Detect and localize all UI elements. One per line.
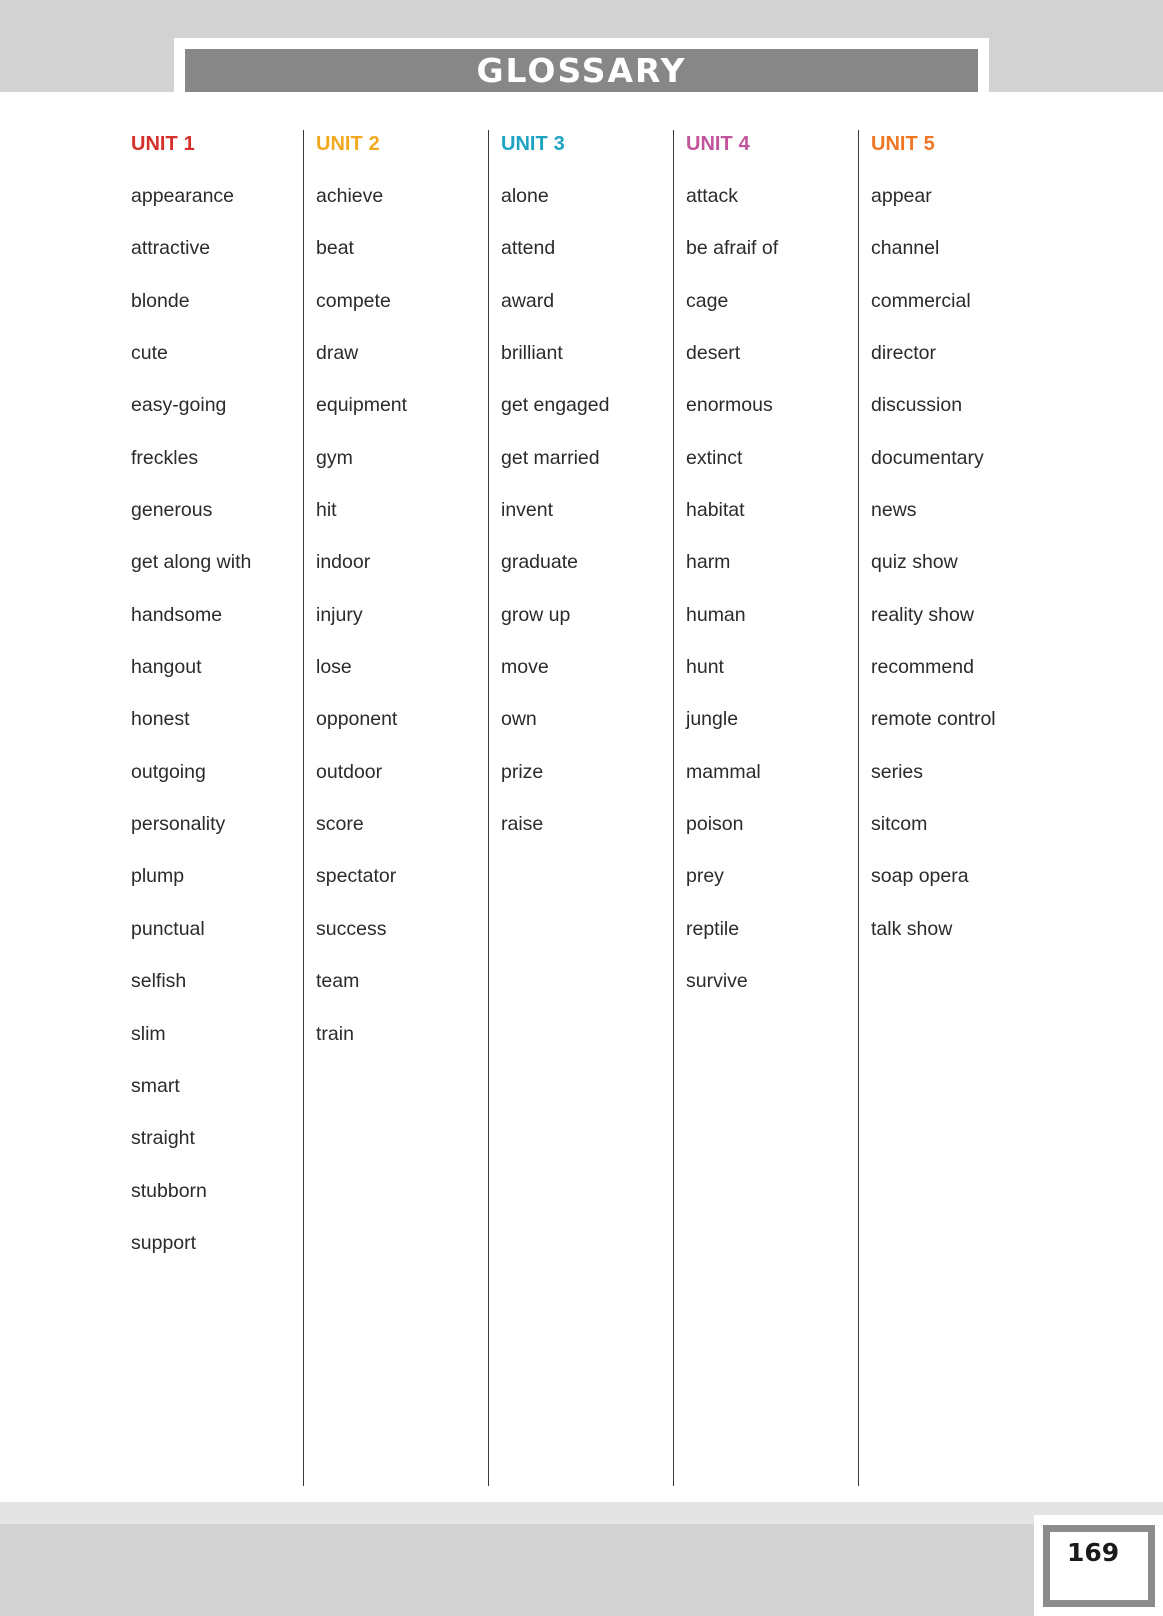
glossary-word: stubborn bbox=[131, 1179, 207, 1202]
glossary-word: injury bbox=[316, 603, 363, 626]
glossary-word: get along with bbox=[131, 551, 252, 574]
glossary-word: outdoor bbox=[316, 760, 383, 783]
glossary-word: prey bbox=[686, 865, 724, 888]
glossary-word: discussion bbox=[871, 394, 963, 417]
unit-1-column bbox=[131, 130, 316, 1283]
glossary-word: spectator bbox=[316, 865, 397, 888]
glossary-word: reptile bbox=[686, 917, 740, 940]
glossary-word: raise bbox=[501, 813, 544, 836]
unit-5-column bbox=[871, 130, 1056, 969]
unit-4-word-list bbox=[686, 184, 871, 1022]
glossary-word: documentary bbox=[871, 446, 984, 469]
unit-4-column bbox=[686, 130, 871, 1022]
glossary-word: gym bbox=[316, 446, 353, 469]
glossary-word: personality bbox=[131, 813, 226, 836]
glossary-word: hit bbox=[316, 499, 337, 522]
glossary-word: attack bbox=[686, 185, 739, 207]
glossary-word: recommend bbox=[871, 656, 974, 679]
glossary-word: support bbox=[131, 1231, 197, 1254]
unit-3-heading bbox=[501, 132, 686, 156]
glossary-word: indoor bbox=[316, 551, 371, 574]
glossary-word: punctual bbox=[131, 917, 205, 940]
glossary-word: reality show bbox=[871, 603, 974, 626]
footer-stripe bbox=[0, 1502, 1163, 1524]
glossary-word: compete bbox=[316, 289, 391, 312]
unit-3-word-list bbox=[501, 184, 686, 864]
glossary-word: enormous bbox=[686, 394, 773, 417]
unit-5-word-list bbox=[871, 184, 1056, 969]
glossary-word: hangout bbox=[131, 656, 202, 679]
glossary-word: achieve bbox=[316, 185, 384, 207]
glossary-word: cage bbox=[686, 289, 729, 312]
unit-number: 3 bbox=[553, 133, 565, 155]
glossary-word: graduate bbox=[501, 551, 578, 574]
unit-label: UNIT bbox=[316, 133, 363, 155]
glossary-word: own bbox=[501, 708, 537, 731]
glossary-word: slim bbox=[131, 1022, 166, 1045]
glossary-word: appear bbox=[871, 185, 932, 207]
glossary-word: cute bbox=[131, 342, 168, 365]
glossary-word: straight bbox=[131, 1127, 195, 1150]
unit-5-heading bbox=[871, 132, 1056, 156]
glossary-word: invent bbox=[501, 499, 554, 522]
glossary-word: generous bbox=[131, 499, 213, 522]
glossary-word: get engaged bbox=[501, 394, 610, 417]
unit-number: 2 bbox=[368, 133, 380, 155]
glossary-word: easy-going bbox=[131, 394, 227, 417]
glossary-word: prize bbox=[501, 760, 544, 783]
glossary-word: outgoing bbox=[131, 760, 206, 783]
glossary-word: appearance bbox=[131, 185, 235, 207]
glossary-word: extinct bbox=[686, 446, 743, 469]
glossary-word: plump bbox=[131, 865, 185, 888]
glossary-word: remote control bbox=[871, 708, 996, 731]
unit-2-column bbox=[316, 130, 501, 1074]
glossary-word: equipment bbox=[316, 394, 408, 417]
glossary-word: get married bbox=[501, 446, 600, 469]
glossary-word: survive bbox=[686, 970, 748, 993]
glossary-word: honest bbox=[131, 708, 190, 731]
glossary-word: commercial bbox=[871, 289, 971, 312]
glossary-word: be afraif of bbox=[686, 237, 779, 260]
glossary-word: alone bbox=[501, 185, 549, 207]
glossary-word: jungle bbox=[686, 708, 739, 731]
unit-label: UNIT bbox=[871, 133, 918, 155]
glossary-word: lose bbox=[316, 656, 352, 679]
glossary-word: opponent bbox=[316, 708, 398, 731]
glossary-word: habitat bbox=[686, 499, 745, 522]
column-divider bbox=[303, 130, 304, 1486]
glossary-word: train bbox=[316, 1022, 354, 1045]
page-number-box bbox=[1043, 1525, 1155, 1607]
glossary-word: freckles bbox=[131, 446, 199, 469]
glossary-word: blonde bbox=[131, 289, 190, 312]
glossary-word: soap opera bbox=[871, 865, 969, 888]
unit-number: 1 bbox=[183, 133, 195, 155]
glossary-word: success bbox=[316, 917, 387, 940]
unit-label: UNIT bbox=[501, 133, 548, 155]
glossary-word: smart bbox=[131, 1074, 180, 1097]
unit-number: 4 bbox=[738, 133, 750, 155]
glossary-word: sitcom bbox=[871, 813, 928, 836]
glossary-word: human bbox=[686, 603, 746, 626]
unit-number: 5 bbox=[923, 133, 935, 155]
unit-1-word-list bbox=[131, 184, 316, 1283]
unit-2-heading bbox=[316, 132, 501, 156]
footer-band bbox=[0, 1524, 1163, 1616]
column-divider bbox=[673, 130, 674, 1486]
glossary-word: desert bbox=[686, 342, 741, 365]
glossary-word: attractive bbox=[131, 237, 211, 260]
unit-label: UNIT bbox=[686, 133, 733, 155]
glossary-word: award bbox=[501, 289, 555, 312]
glossary-word: quiz show bbox=[871, 551, 958, 574]
glossary-word: series bbox=[871, 760, 924, 783]
glossary-word: attend bbox=[501, 237, 556, 260]
glossary-word: move bbox=[501, 656, 549, 679]
glossary-word: handsome bbox=[131, 603, 223, 626]
glossary-word: channel bbox=[871, 237, 940, 260]
glossary-word: mammal bbox=[686, 760, 761, 783]
unit-label: UNIT bbox=[131, 133, 178, 155]
glossary-word: beat bbox=[316, 237, 354, 260]
glossary-word: brilliant bbox=[501, 342, 563, 365]
glossary-word: draw bbox=[316, 342, 359, 365]
glossary-word: score bbox=[316, 813, 364, 836]
glossary-word: harm bbox=[686, 551, 731, 574]
glossary-word: hunt bbox=[686, 656, 724, 679]
glossary-word: director bbox=[871, 342, 937, 365]
page-number: 169 bbox=[1067, 1538, 1120, 1567]
column-divider bbox=[858, 130, 859, 1486]
column-divider bbox=[488, 130, 489, 1486]
unit-3-column bbox=[501, 130, 686, 864]
glossary-word: selfish bbox=[131, 970, 187, 993]
glossary-word: poison bbox=[686, 813, 744, 836]
glossary-word: team bbox=[316, 970, 360, 993]
unit-2-word-list bbox=[316, 184, 501, 1074]
unit-4-heading bbox=[686, 132, 871, 156]
glossary-word: talk show bbox=[871, 917, 953, 940]
glossary-word: grow up bbox=[501, 603, 571, 626]
unit-1-heading bbox=[131, 132, 316, 156]
page-title: GLOSSARY bbox=[185, 49, 978, 92]
glossary-word: news bbox=[871, 499, 917, 522]
